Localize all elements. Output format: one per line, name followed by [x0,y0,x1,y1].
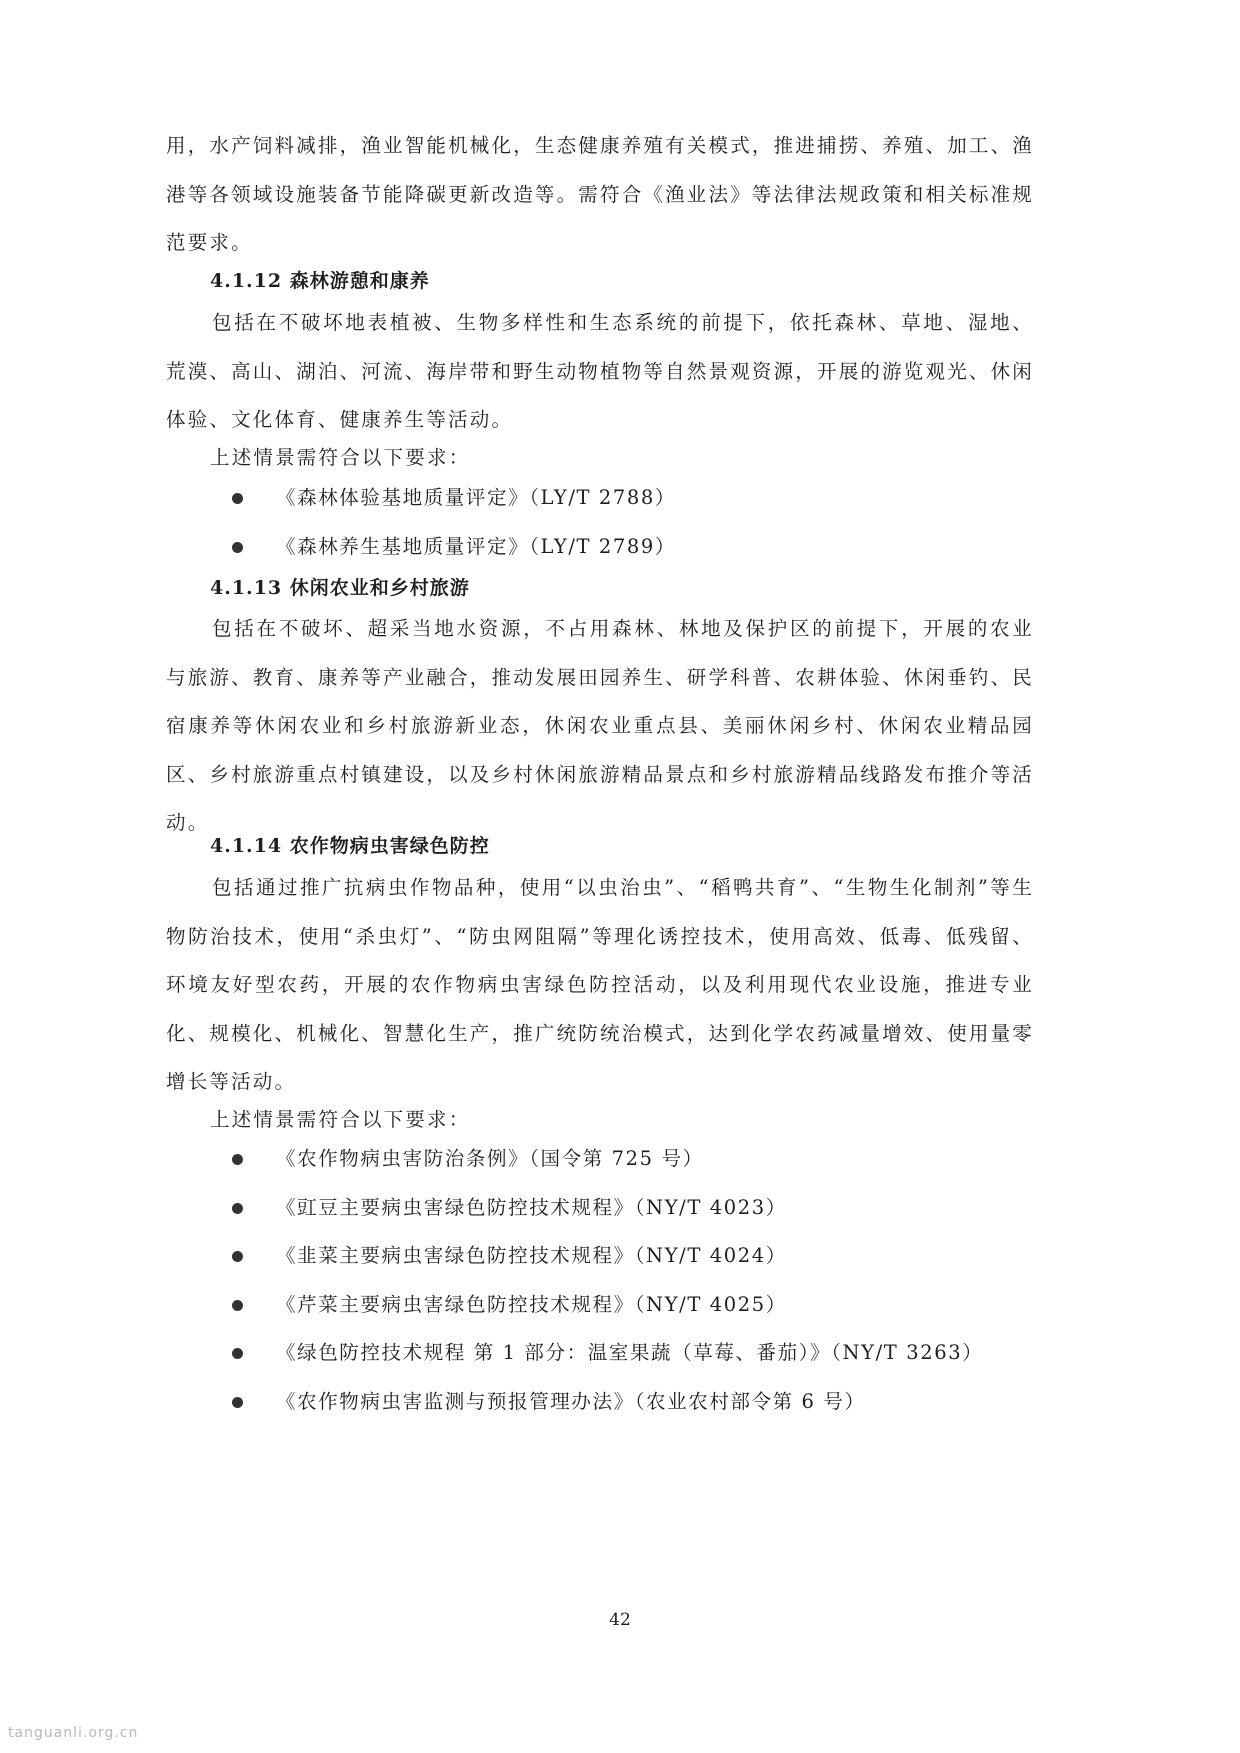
bullet-dot-icon [232,542,243,553]
bullet-dot-icon [232,493,243,504]
requirement-text: 《农作物病虫害防治条例》（国令第 725 号） [276,1147,704,1170]
section-body-4-1-12: 包括在不破坏地表植被、生物多样性和生态系统的前提下，依托森林、草地、湿地、荒漠、高山、湖泊、河流、海岸带和野生动物植物等自然景观资源，开展的游览观光、休闲体验、文化体育、健康养生等活动。 [166,311,1035,431]
section-body-4-1-14: 包括通过推广抗病虫作物品种，使用“以虫治虫”、“稻鸭共育”、“生物生化制剂”等生物防治技术，使用“杀虫灯”、“防虫网阻隔”等理化诱控技术，使用高效、低毒、低残留、环境友好型农药，开展的农作物病虫害绿色防控活动，以及利用现代农业设施，推进专业化、规模化、机械化、智慧化生产，推广统防统治模式，达到化学农药减量增效、使用量零增长等活动。 [166,876,1035,1093]
bullet-dot-icon [232,1154,243,1165]
requirement-text: 《绿色防控技术规程 第 1 部分：温室果蔬（草莓、番茄）》（NY/T 3263） [276,1341,984,1364]
bullet-dot-icon [232,1348,243,1359]
requirements-intro-4-1-12: 上述情景需符合以下要求： [210,446,471,469]
section-heading-4-1-13: 4.1.13 休闲农业和乡村旅游 [210,577,470,599]
requirement-text: 《韭菜主要病虫害绿色防控技术规程》（NY/T 4024） [276,1244,787,1267]
section-heading-4-1-14: 4.1.14 农作物病虫害绿色防控 [210,835,490,857]
watermark-text: tanguanli.org.cn [8,1725,139,1741]
section-body-4-1-13: 包括在不破坏、超采当地水资源，不占用森林、林地及保护区的前提下，开展的农业与旅游、教育、康养等产业融合，推动发展田园养生、研学科普、农耕体验、休闲垂钓、民宿康养等休闲农业和乡村旅游新业态，休闲农业重点县、美丽休闲乡村、休闲农业精品园区、乡村旅游重点村镇建设，以及乡村休闲旅游精品景点和乡村旅游精品线路发布推介等活动。 [166,617,1035,834]
requirement-text: 《芹菜主要病虫害绿色防控技术规程》（NY/T 4025） [276,1292,787,1316]
requirement-text: 《森林体验基地质量评定》（LY/T 2788） [276,486,677,509]
bullet-dot-icon [232,1203,243,1214]
page-number: 42 [609,1610,631,1630]
requirement-text: 《豇豆主要病虫害绿色防控技术规程》（NY/T 4023） [276,1195,787,1219]
bullet-dot-icon [232,1300,243,1311]
bullet-dot-icon [232,1397,243,1408]
bullet-dot-icon [232,1251,243,1262]
requirements-intro-4-1-14: 上述情景需符合以下要求： [210,1108,471,1131]
paragraph-continuation: 用，水产饲料减排，渔业智能机械化，生态健康养殖有关模式，推进捕捞、养殖、加工、渔港等各领域设施装备节能降碳更新改造等。需符合《渔业法》等法律法规政策和相关标准规范要求。 [166,134,1035,254]
section-heading-4-1-12: 4.1.12 森林游憩和康养 [210,270,430,292]
requirement-text: 《农作物病虫害监测与预报管理办法》（农业农村部令第 6 号） [276,1389,866,1413]
requirement-text: 《森林养生基地质量评定》（LY/T 2789） [276,534,677,558]
